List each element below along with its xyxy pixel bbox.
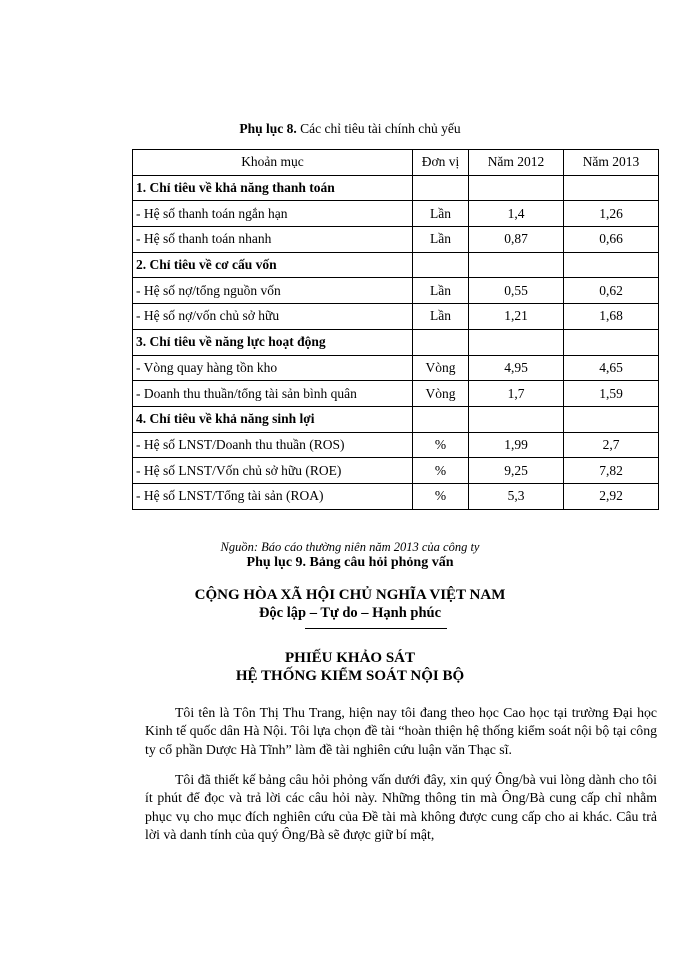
- row-label: 1. Chỉ tiêu về khả năng thanh toán: [133, 175, 413, 201]
- row-value-2012: 1,21: [469, 304, 564, 330]
- row-value-2013: [564, 329, 659, 355]
- table-section-row: [133, 175, 659, 201]
- row-value-2013: 2,92: [564, 483, 659, 509]
- row-value-2013: 2,7: [564, 432, 659, 458]
- motto: Độc lập – Tự do – Hạnh phúc: [258, 605, 442, 621]
- row-label: 2. Chỉ tiêu về cơ cấu vốn: [133, 252, 413, 278]
- motto-underline: [305, 628, 447, 629]
- row-value-2013: [564, 175, 659, 201]
- row-value-2012: 0,87: [469, 227, 564, 253]
- table-row: [133, 201, 659, 227]
- row-value-2012: 1,7: [469, 381, 564, 407]
- table-row: [133, 381, 659, 407]
- row-value-2012: [469, 175, 564, 201]
- appendix-8-title: [0, 121, 700, 137]
- appendix-8-label: Phụ lục 8.: [239, 121, 297, 136]
- table-row: [133, 458, 659, 484]
- row-unit: [413, 175, 469, 201]
- survey-subtitle: HỆ THỐNG KIỂM SOÁT NỘI BỘ: [235, 668, 465, 684]
- row-unit: [413, 406, 469, 432]
- row-value-2013: [564, 252, 659, 278]
- row-label: - Hệ số thanh toán ngắn hạn: [133, 201, 413, 227]
- row-value-2013: 1,59: [564, 381, 659, 407]
- row-label: - Hệ số LNST/Tổng tài sản (ROA): [133, 483, 413, 509]
- table-section-row: [133, 406, 659, 432]
- source-note: Nguồn: Báo cáo thường niên năm 2013 của công ty: [220, 540, 480, 554]
- row-value-2012: 9,25: [469, 458, 564, 484]
- table-row: [133, 227, 659, 253]
- header-year-2012: Năm 2012: [469, 150, 564, 176]
- row-label: - Hệ số nợ/vốn chủ sở hữu: [133, 304, 413, 330]
- row-value-2012: 1,99: [469, 432, 564, 458]
- row-label: - Hệ số LNST/Doanh thu thuần (ROS): [133, 432, 413, 458]
- table-header-row: [133, 150, 659, 176]
- row-value-2012: [469, 329, 564, 355]
- row-label: - Vòng quay hàng tồn kho: [133, 355, 413, 381]
- row-value-2012: 0,55: [469, 278, 564, 304]
- header-unit: Đơn vị: [413, 150, 469, 176]
- intro-paragraph-1: [145, 704, 657, 759]
- table-section-row: [133, 252, 659, 278]
- row-unit: Vòng: [413, 355, 469, 381]
- row-label: - Hệ số nợ/tổng nguồn vốn: [133, 278, 413, 304]
- row-label: - Hệ số LNST/Vốn chủ sở hữu (ROE): [133, 458, 413, 484]
- row-unit: [413, 329, 469, 355]
- row-value-2013: 4,65: [564, 355, 659, 381]
- table-row: [133, 278, 659, 304]
- row-unit: Lần: [413, 227, 469, 253]
- intro-paragraph-2: [145, 771, 657, 844]
- row-value-2013: 1,26: [564, 201, 659, 227]
- row-label: 4. Chỉ tiêu về khả năng sinh lợi: [133, 406, 413, 432]
- row-unit: %: [413, 458, 469, 484]
- row-unit: %: [413, 432, 469, 458]
- row-value-2012: [469, 252, 564, 278]
- appendix-9-title: Phụ lục 9. Bảng câu hỏi phỏng vấn: [246, 555, 454, 570]
- row-unit: Lần: [413, 278, 469, 304]
- row-value-2013: 1,68: [564, 304, 659, 330]
- table-row: [133, 483, 659, 509]
- nation-header: CỘNG HÒA XÃ HỘI CHỦ NGHĨA VIỆT NAM: [194, 587, 506, 603]
- row-value-2013: 0,66: [564, 227, 659, 253]
- financial-indicators-table: [132, 149, 659, 510]
- header-item: Khoản mục: [133, 150, 413, 176]
- row-value-2012: [469, 406, 564, 432]
- row-unit: Lần: [413, 201, 469, 227]
- table-row: [133, 304, 659, 330]
- row-value-2013: [564, 406, 659, 432]
- row-value-2012: 5,3: [469, 483, 564, 509]
- row-value-2012: 1,4: [469, 201, 564, 227]
- table-row: [133, 432, 659, 458]
- row-unit: [413, 252, 469, 278]
- row-unit: %: [413, 483, 469, 509]
- header-year-2013: Năm 2013: [564, 150, 659, 176]
- row-value-2013: 0,62: [564, 278, 659, 304]
- table-row: [133, 355, 659, 381]
- survey-title: PHIẾU KHẢO SÁT: [284, 650, 416, 666]
- row-unit: Lần: [413, 304, 469, 330]
- paragraph-text: Tôi tên là Tôn Thị Thu Trang, hiện nay tôi đang theo học Cao học tại trường Đại học Kinh tế quốc dân Hà Nội. Tôi lựa chọn đề tài “hoàn thiện hệ thống kiểm soát nội bộ tại công ty cổ phần Dược Hà Tĩnh” làm đề tài nghiên cứu luận văn Thạc sĩ.: [145, 705, 657, 757]
- row-unit: Vòng: [413, 381, 469, 407]
- row-value-2013: 7,82: [564, 458, 659, 484]
- table-section-row: [133, 329, 659, 355]
- row-label: 3. Chỉ tiêu về năng lực hoạt động: [133, 329, 413, 355]
- appendix-8-caption: Các chỉ tiêu tài chính chủ yếu: [296, 121, 461, 136]
- row-label: - Doanh thu thuần/tổng tài sản bình quân: [133, 381, 413, 407]
- row-value-2012: 4,95: [469, 355, 564, 381]
- paragraph-text: Tôi đã thiết kế bảng câu hỏi phỏng vấn dưới đây, xin quý Ông/bà vui lòng dành cho tôi ít phút để đọc và trả lời các câu hỏi này. Những thông tin mà Ông/Bà cung cấp chỉ nhằm phục vụ cho mục đích nghiên cứu của Đề tài mà không được cung cấp cho ai khác. Câu trả lời và danh tính của quý Ông/Bà sẽ được giữ bí mật,: [145, 772, 657, 842]
- row-label: - Hệ số thanh toán nhanh: [133, 227, 413, 253]
